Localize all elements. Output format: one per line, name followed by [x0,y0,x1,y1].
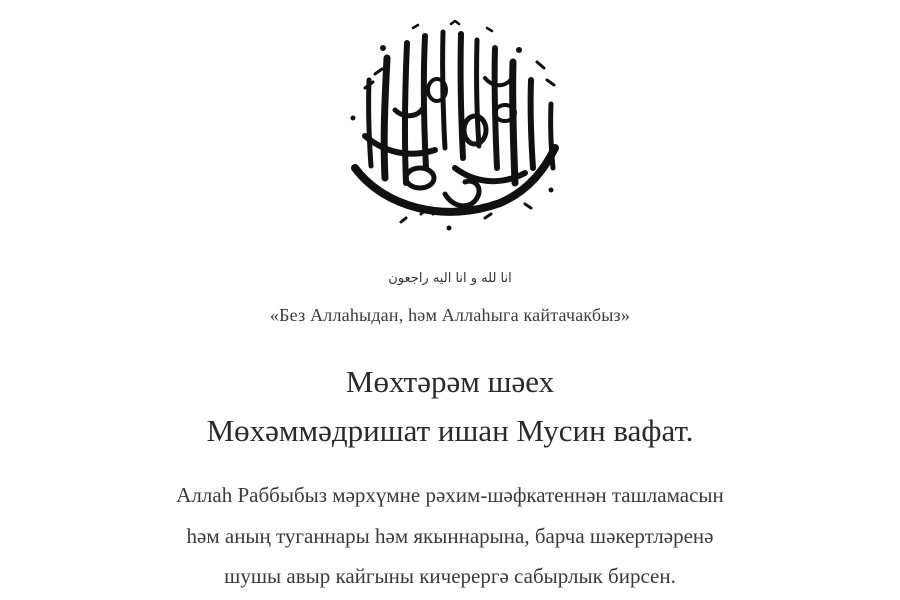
phrase-translation: «Без Аллаһыдан, һәм Аллаһыга кайтачакбыз» [269,305,631,325]
condolence-line-1: Аллаһ Раббыбыз мәрхүмне рәхим-шәфкатеннән ташламасын [176,483,724,507]
announcement-title-line-1: Мөхтәрәм шәех [345,364,555,399]
calligraphy-emblem [325,18,575,240]
condolence-line-3: шушы авыр кайгыны кичерергә сабырлык бирсен. [224,564,676,588]
arabic-phrase: انا لله و انا اليه راجعون [388,271,512,286]
condolence-line-2: һәм аның туганнары һәм якыннарына, барча шәкертләренә [186,524,714,548]
announcement-title-line-2: Мөхәммәдришат ишан Мусин вафат. [206,413,694,448]
